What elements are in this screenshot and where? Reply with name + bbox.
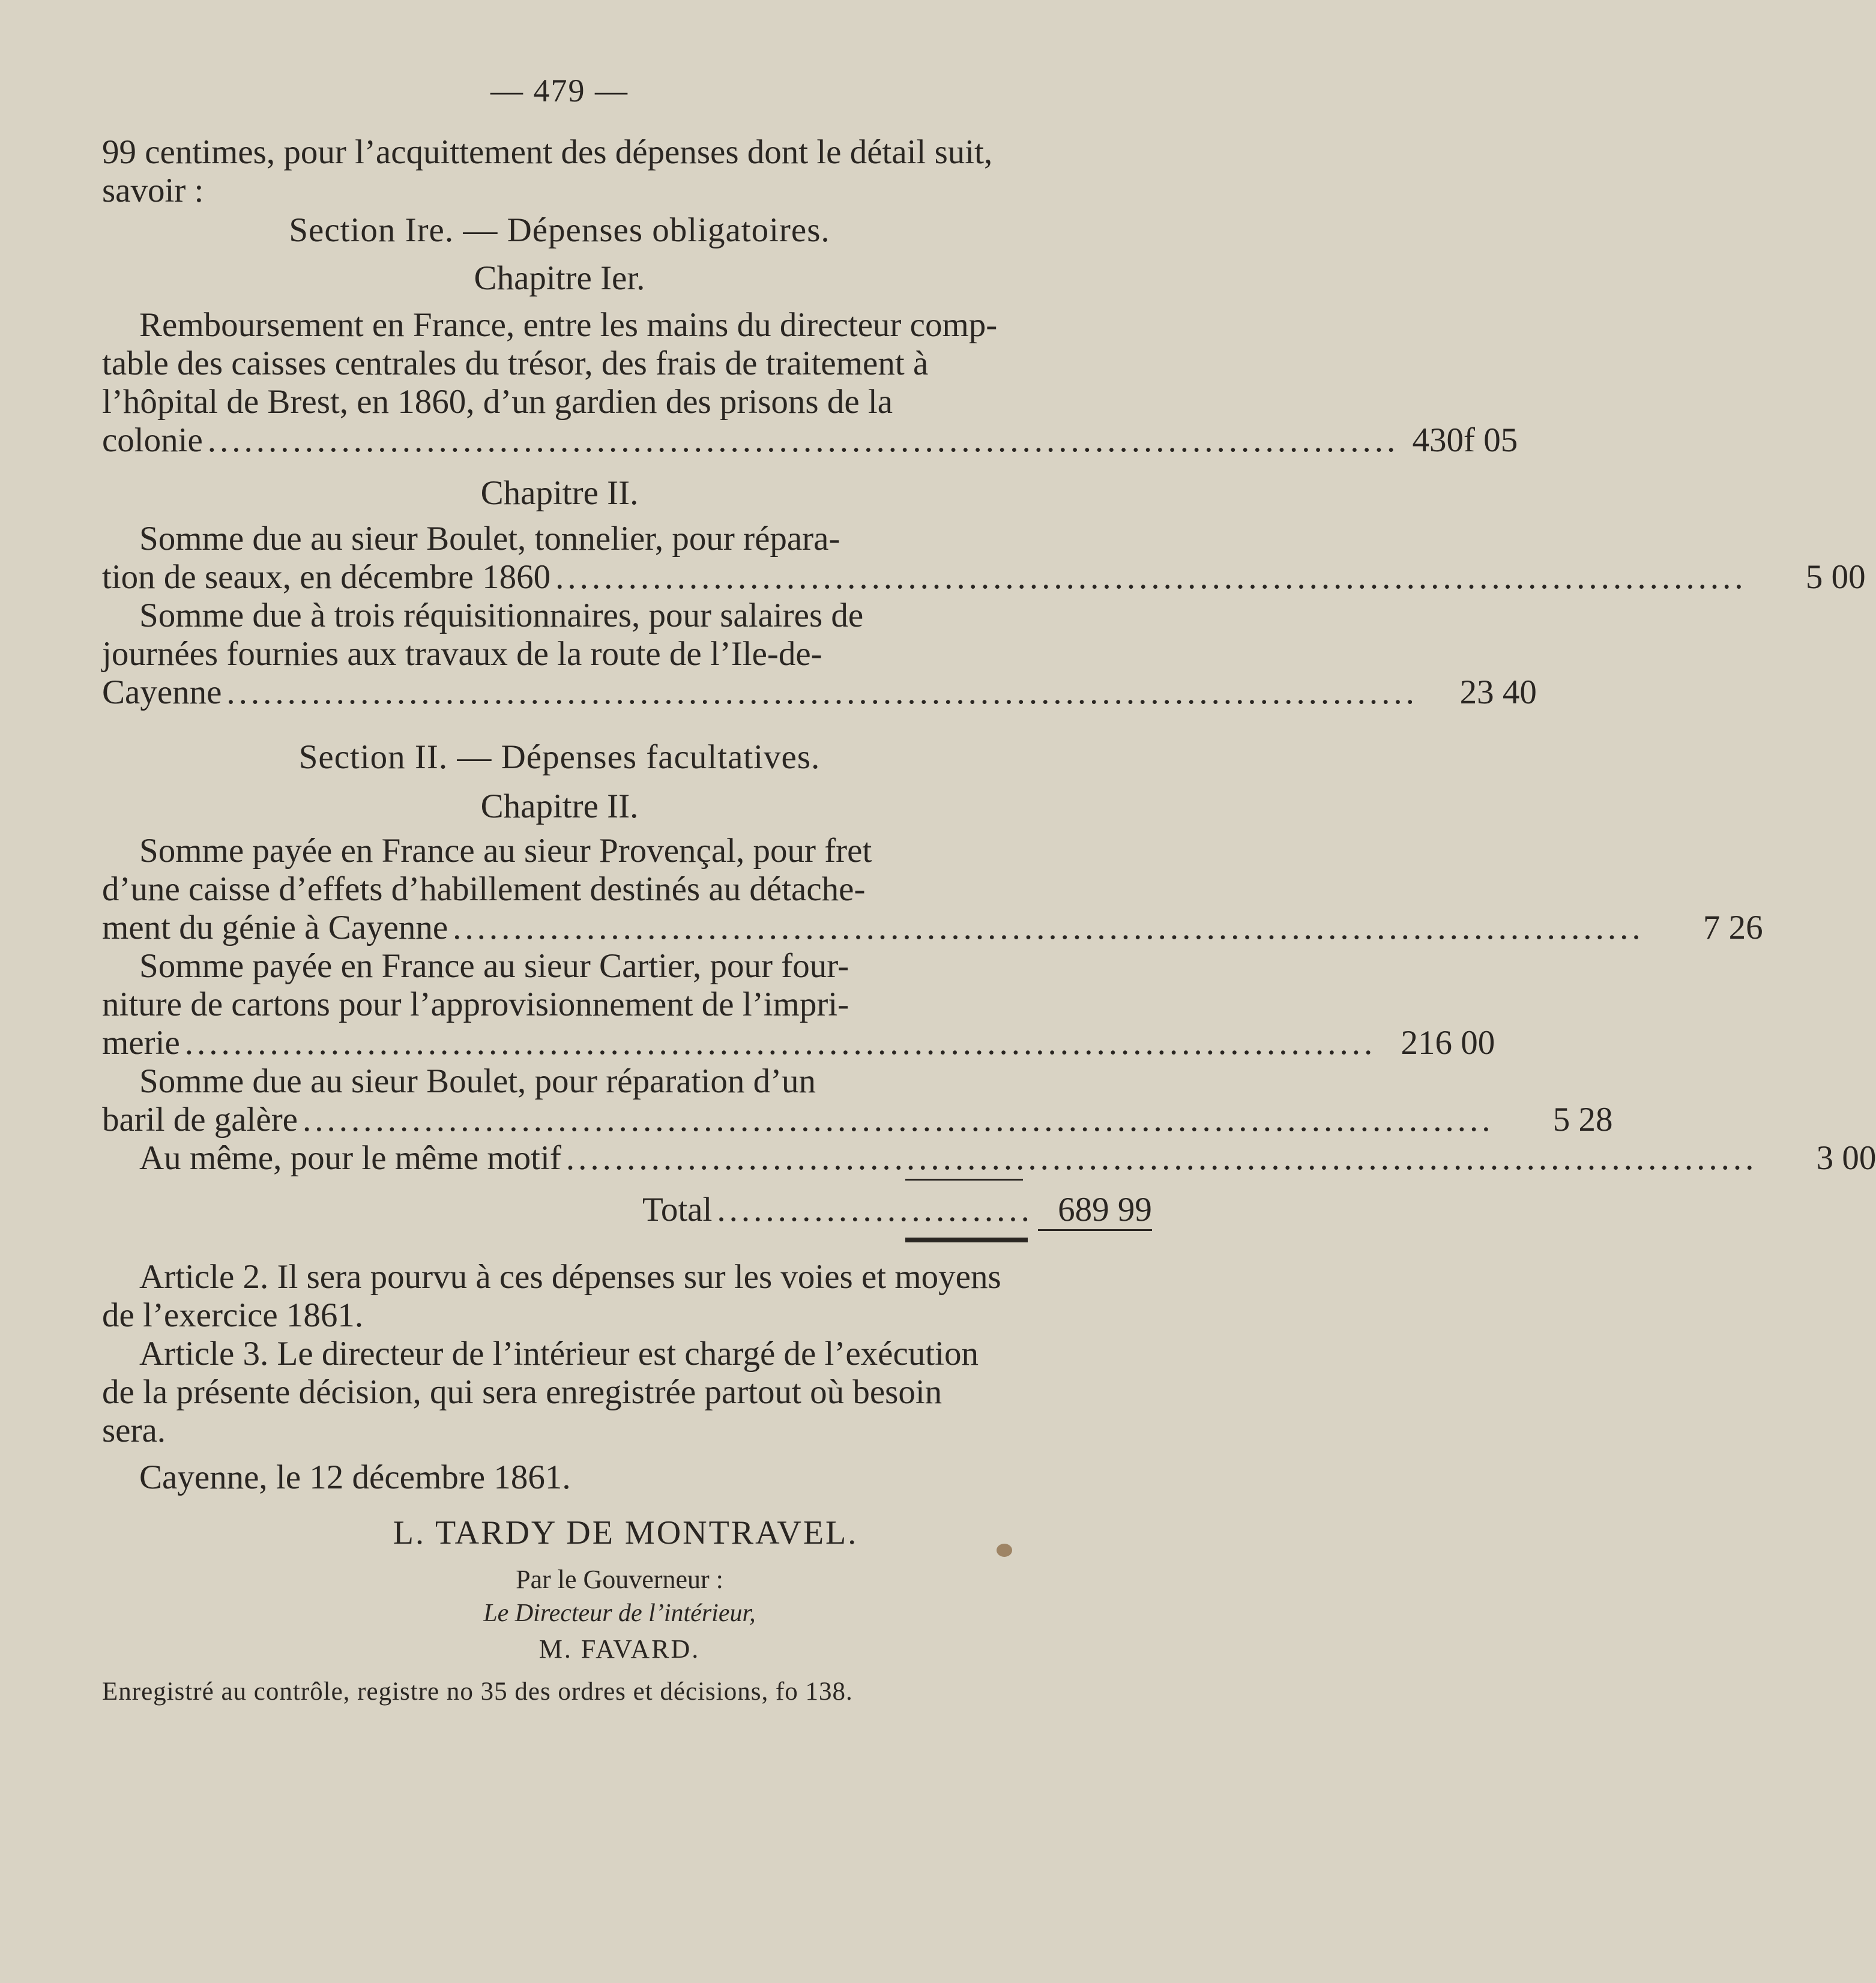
entry-line: Somme due à trois réquisitionnaires, pour salaires de (139, 597, 864, 634)
leader-dots: .................................................................................................. (226, 673, 1418, 711)
entry-amount: 5 28 (1552, 1101, 1613, 1139)
article-3 (102, 1335, 1027, 1450)
leader-dots: .......................... (717, 1191, 1033, 1229)
entry-line: Somme due au sieur Boulet, tonnelier, pour répara- (139, 520, 840, 558)
registration-note: Enregistré au contrôle, registre no 35 des ordres et décisions, fo 138. (102, 1678, 853, 1706)
entry-total-line (102, 909, 1763, 947)
entry-amount: 3 00 (1816, 1139, 1876, 1177)
leader-dots: .................................................................................................. (207, 421, 1399, 459)
total-label: Total (642, 1191, 713, 1229)
chapter-heading: Chapitre II. (480, 787, 639, 825)
chapter-heading: Chapitre Ier. (474, 259, 645, 297)
section-2-title: Section II. — Dépenses facultatives. (298, 738, 821, 776)
signature-director: M. FAVARD. (538, 1634, 701, 1664)
expense-entry (102, 520, 1866, 597)
entry-line: Somme due au sieur Boulet, pour réparation d’un (139, 1062, 816, 1100)
entry-amount: 5 00 (1805, 558, 1866, 596)
place-and-date: Cayenne, le 12 décembre 1861. (139, 1458, 571, 1496)
expense-entry (102, 306, 1518, 460)
article-line: Article 2. Il sera pourvu à ces dépenses sur les voies et moyens (139, 1258, 1001, 1296)
expense-entry (102, 832, 1763, 947)
entry-total-line (102, 1139, 1876, 1178)
entry-line: d’une caisse d’effets d’habillement destinés au détache- (102, 870, 866, 908)
entry-label: baril de galère (102, 1101, 298, 1139)
total-double-rule (905, 1238, 1028, 1242)
entry-amount: 7 26 (1703, 909, 1763, 946)
entry-label: Au même, pour le même motif (139, 1139, 561, 1177)
entry-total-line (102, 421, 1518, 460)
signature-title: Le Directeur de l’intérieur, (483, 1599, 756, 1627)
article-line: de la présente décision, qui sera enregistrée partout où besoin (102, 1373, 943, 1411)
section-1-title: Section Ire. — Dépenses obligatoires. (289, 211, 830, 249)
leader-dots: .................................................................................................. (302, 1101, 1494, 1139)
entry-amount: 23 40 (1459, 673, 1537, 711)
total-amount: 689 99 (1038, 1191, 1152, 1231)
entry-line: table des caisses centrales du trésor, des frais de traitement à (102, 345, 929, 382)
expense-entry (102, 1062, 1613, 1139)
page-number: — 479 — (490, 73, 629, 109)
entry-line: l’hôpital de Brest, en 1860, d’un gardien des prisons de la (102, 383, 893, 421)
sum-rule (905, 1179, 1023, 1181)
leader-dots: .................................................................................................. (184, 1024, 1377, 1062)
leader-dots: .................................................................................................. (555, 558, 1747, 596)
intro-line: 99 centimes, pour l’acquittement des dépenses dont le détail suit, (102, 133, 993, 171)
signature-by: Par le Gouverneur : (516, 1565, 723, 1594)
entry-line: Somme payée en France au sieur Cartier, pour four- (139, 947, 849, 985)
expense-entry (102, 947, 1495, 1062)
article-line: de l’exercice 1861. (102, 1296, 364, 1334)
entry-amount: 216 00 (1401, 1024, 1495, 1062)
entry-line: Remboursement en France, entre les mains du directeur comp- (139, 306, 998, 344)
ink-spot (997, 1544, 1012, 1557)
expense-entry (102, 1139, 1876, 1178)
entry-total-line (102, 1101, 1613, 1139)
entry-line: Somme payée en France au sieur Provençal, pour fret (139, 832, 872, 870)
entry-label: merie (102, 1024, 180, 1062)
signature-name: L. TARDY DE MONTRAVEL. (393, 1514, 858, 1551)
total-line (102, 1191, 1152, 1231)
entry-line: journées fournies aux travaux de la route de l’Ile-de- (102, 635, 822, 673)
entry-line: niture de cartons pour l’approvisionnement de l’impri- (102, 985, 849, 1023)
intro-paragraph (102, 133, 1027, 210)
entry-total-line (102, 558, 1866, 597)
entry-label: ment du génie à Cayenne (102, 909, 448, 946)
entry-label: Cayenne (102, 673, 222, 711)
chapter-heading: Chapitre II. (480, 474, 639, 512)
expense-entry (102, 597, 1537, 712)
entry-label: tion de seaux, en décembre 1860 (102, 558, 551, 596)
article-line: Article 3. Le directeur de l’intérieur est chargé de l’exécution (139, 1335, 979, 1373)
leader-dots: .................................................................................................. (453, 909, 1644, 946)
entry-label: colonie (102, 421, 203, 459)
intro-line: savoir : (102, 172, 204, 209)
article-2 (102, 1258, 1027, 1335)
article-line: sera. (102, 1412, 166, 1449)
entry-total-line (102, 673, 1537, 712)
leader-dots: .................................................................................................. (566, 1139, 1758, 1177)
entry-total-line (102, 1024, 1495, 1062)
total-row (102, 1191, 1152, 1231)
entry-amount: 430f 05 (1412, 421, 1518, 459)
